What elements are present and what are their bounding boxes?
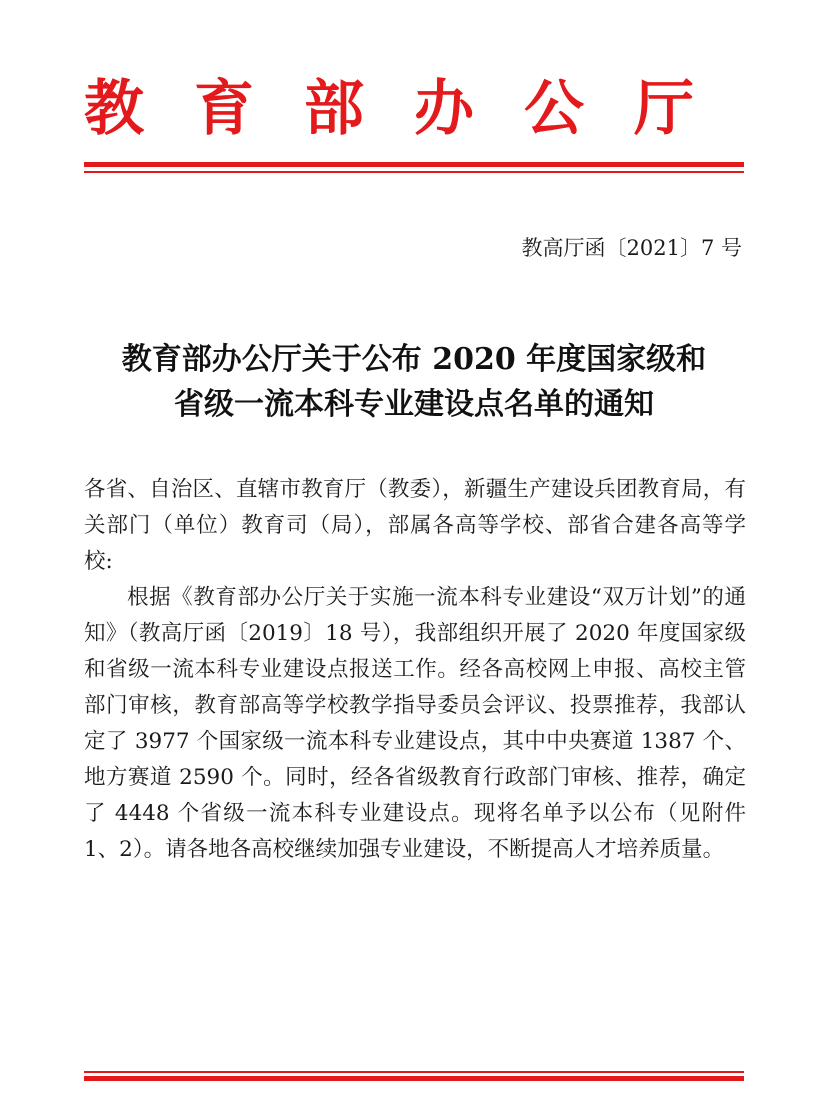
document-body: [84, 472, 746, 868]
letterhead-divider-thin: [84, 171, 744, 173]
letterhead-divider-thick: [84, 162, 744, 167]
document-title-line-2: 省级一流本科专业建设点名单的通知: [174, 387, 654, 422]
document-number: 教高厅函〔2021〕7 号: [521, 236, 742, 260]
footer-divider-thick: [84, 1076, 744, 1081]
salutation: 各省、自治区、直辖市教育厅（教委），新疆生产建设兵团教育局，有关部门（单位）教育司（局），部属各高等学校、部省合建各高等学校:: [84, 477, 746, 574]
footer-divider-thin: [84, 1071, 744, 1073]
document-title: [84, 337, 744, 427]
letterhead-title: 教育部办公厅: [84, 74, 744, 144]
body-paragraph: 根据《教育部办公厅关于实施一流本科专业建设“双万计划”的通知》（教高厅函〔2019〕18 号），我部组织开展了 2020 年度国家级和省级一流本科专业建设点报送工作。经各高校网上申报、高校主管部门审核，教育部高等学校教学指导委员会评议、投票推荐，我部认定了 3977 个国家级一流本科专业建设点，其中中央赛道 1387 个、地方赛道 2590 个。同时，经各省级教育行政部门审核、推荐，确定了 4448 个省级一流本科专业建设点。现将名单予以公布（见附件 1、2）。请各地各高校继续加强专业建设，不断提高人才培养质量。: [84, 585, 746, 862]
document-title-line-1: 教育部办公厅关于公布 2020 年度国家级和: [121, 342, 707, 377]
